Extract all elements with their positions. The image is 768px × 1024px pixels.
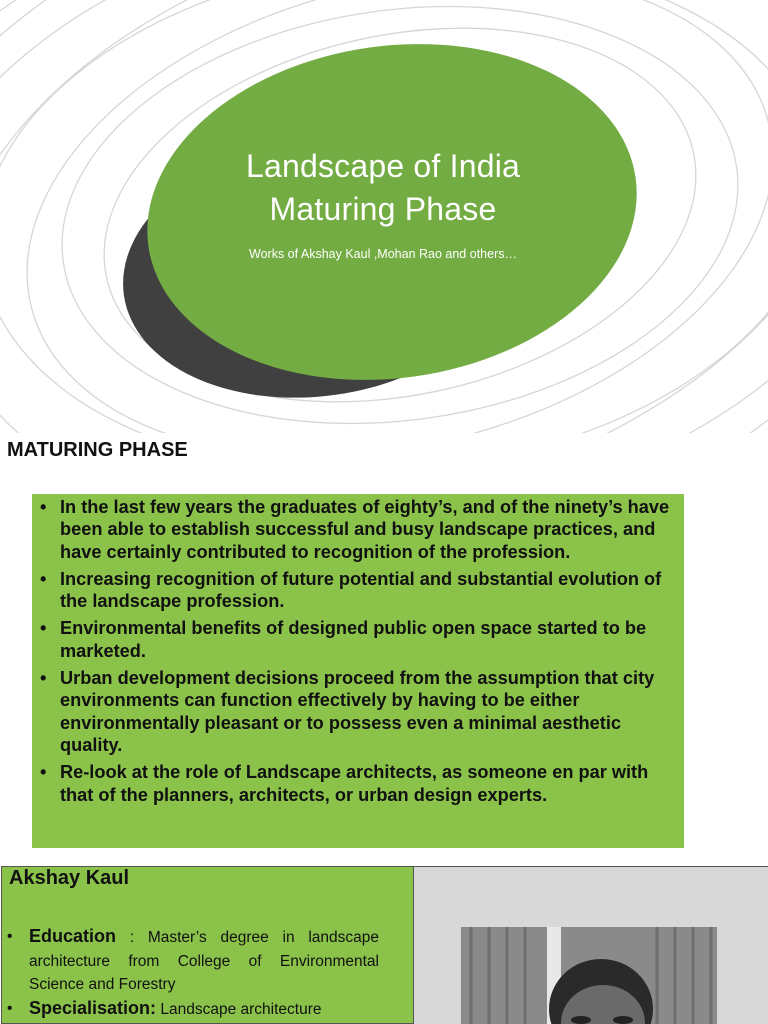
education-text: : Master’s degree in landscape architecture from College of Environmental Science and Forestry xyxy=(29,929,379,993)
title-line-2: Maturing Phase xyxy=(269,191,497,227)
bullet-item xyxy=(38,496,676,563)
specialisation-text: Landscape architecture xyxy=(156,1000,322,1018)
bullet-list xyxy=(38,496,676,806)
bullet-text: Environmental benefits of designed public open space started to be marketed. xyxy=(60,618,647,661)
profile-panel xyxy=(1,866,414,1024)
bullet-box xyxy=(32,494,684,848)
slide-heading: MATURING PHASE xyxy=(7,439,188,461)
bullet-icon: • xyxy=(7,999,13,1017)
bullet-icon: • xyxy=(40,568,47,589)
bullet-icon: • xyxy=(40,762,47,783)
bullet-text: Urban development decisions proceed from the assumption that city environments can function effectively by having to be either environmentally pleasant or to possess even a minimal aesthetic quality. xyxy=(60,668,655,755)
bullet-text: Re-look at the role of Landscape architects, as someone en par with that of the planners, architects, or urban design experts. xyxy=(60,762,649,805)
bullet-text: In the last few years the graduates of eighty’s, and of the ninety’s have been able to establish successful and busy landscape practices, and have certainly contributed to recognition of the profession. xyxy=(60,497,670,562)
photo-panel xyxy=(414,866,768,1024)
education-term: Education xyxy=(29,926,117,946)
bullet-icon: • xyxy=(40,497,47,517)
education-item xyxy=(7,925,379,997)
specialisation-item xyxy=(7,997,379,1022)
title-slide xyxy=(0,0,768,433)
maturing-phase-slide xyxy=(0,433,768,866)
photo-drawing xyxy=(461,927,717,1024)
profile-details xyxy=(7,925,379,1021)
specialisation-term: Specialisation: xyxy=(29,997,157,1018)
bullet-icon: • xyxy=(40,618,47,639)
bullet-item xyxy=(38,761,676,806)
bullet-item xyxy=(38,667,676,756)
bullet-item xyxy=(38,617,676,662)
bullet-icon: • xyxy=(40,668,47,689)
subtitle: Works of Akshay Kaul ,Mohan Rao and others… xyxy=(249,247,517,261)
bullet-item xyxy=(38,568,676,613)
profile-name: Akshay Kaul xyxy=(9,867,130,889)
title-line-1: Landscape of India xyxy=(245,148,521,184)
portrait-photo-icon xyxy=(461,927,717,1024)
title-block xyxy=(188,145,578,261)
bullet-icon: • xyxy=(7,928,13,945)
bullet-text: Increasing recognition of future potential and substantial evolution of the landscape profession. xyxy=(60,568,662,612)
akshay-kaul-slide xyxy=(0,866,768,1024)
